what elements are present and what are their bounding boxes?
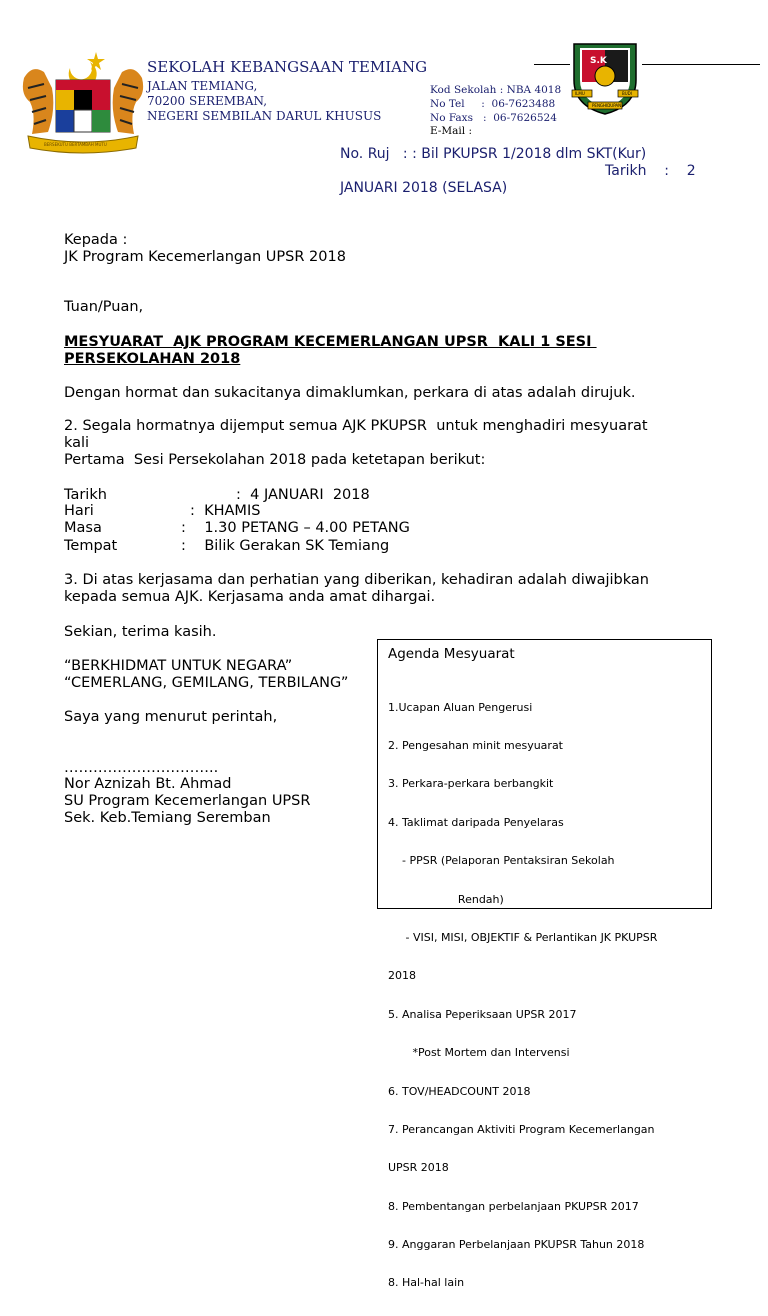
paragraph-2-line-1: 2. Segala hormatnya dijemput semua AJK PKUPSR untuk menghadiri mesyuarat: [64, 418, 648, 434]
agenda-item: UPSR 2018: [388, 1161, 449, 1175]
paragraph-2-line-3: Pertama Sesi Persekolahan 2018 pada ketetapan berikut:: [64, 452, 486, 468]
contact-kod-sekolah: Kod Sekolah : NBA 4018: [430, 84, 562, 96]
agenda-item: 5. Analisa Peperiksaan UPSR 2017: [388, 1007, 577, 1021]
detail-tarikh-value: : 4 JANUARI 2018: [236, 487, 370, 503]
agenda-item: - VISI, MISI, OBJEKTIF & Perlantikan JK PKUPSR: [388, 930, 658, 944]
detail-tempat-value: : Bilik Gerakan SK Temiang: [181, 538, 390, 554]
letter-title-line-2: PERSEKOLAHAN 2018: [64, 351, 241, 367]
signatory-position: SU Program Kecemerlangan UPSR: [64, 793, 311, 809]
paragraph-1: Dengan hormat dan sukacitanya dimaklumkan, perkara di atas adalah dirujuk.: [64, 385, 636, 401]
agenda-item: 7. Perancangan Aktiviti Program Kecemerlangan: [388, 1122, 655, 1136]
logo-label-sk: S.K: [590, 56, 607, 66]
closing-motto-2: “CEMERLANG, GEMILANG, TERBILANG”: [64, 675, 349, 691]
recipient-to: Kepada :: [64, 232, 128, 248]
paragraph-3-line-1: 3. Di atas kerjasama dan perhatian yang diberikan, kehadiran adalah diwajibkan: [64, 572, 649, 588]
agenda-item: 9. Anggaran Perbelanjaan PKUPSR Tahun 2018: [388, 1238, 645, 1252]
signatory-school: Sek. Keb.Temiang Seremban: [64, 810, 271, 826]
agenda-box: [377, 639, 712, 1290]
closing-motto-1: “BERKHIDMAT UNTUK NEGARA”: [64, 658, 293, 674]
closing-sign-off: Saya yang menurut perintah,: [64, 709, 278, 725]
contact-no-tel: No Tel : 06-7623488: [430, 98, 556, 110]
contact-no-faxs: No Faxs : 06-7626524: [430, 112, 557, 124]
detail-hari-label: Hari: [64, 503, 94, 519]
address-line-2: 70200 SEREMBAN,: [147, 94, 268, 108]
recipient-name: JK Program Kecemerlangan UPSR 2018: [64, 249, 346, 265]
agenda-item: 8. Hal-hal lain: [388, 1276, 465, 1290]
reference-tarikh: Tarikh : 2: [605, 163, 696, 179]
address-line-3: NEGERI SEMBILAN DARUL KHUSUS: [147, 109, 382, 123]
paragraph-2-line-2: kali: [64, 435, 90, 451]
detail-tarikh-label: Tarikh: [64, 487, 107, 503]
detail-masa-value: : 1.30 PETANG – 4.00 PETANG: [181, 520, 410, 536]
detail-hari-value: : KHAMIS: [190, 503, 261, 519]
address-line-1: JALAN TEMIANG,: [147, 79, 258, 93]
agenda-item: - PPSR (Pelaporan Pentaksiran Sekolah: [388, 854, 615, 868]
salutation: Tuan/Puan,: [64, 299, 144, 315]
paragraph-3-line-2: kepada semua AJK. Kerjasama anda amat dihargai.: [64, 589, 436, 605]
agenda-item: 8. Pembentangan perbelanjaan PKUPSR 2017: [388, 1199, 639, 1213]
reference-date: JANUARI 2018 (SELASA): [340, 180, 508, 196]
header-rule-left: [534, 64, 570, 65]
school-logo: [568, 40, 642, 116]
agenda-item: 2018: [388, 969, 416, 983]
detail-masa-label: Masa: [64, 520, 102, 536]
detail-tempat-label: Tempat: [64, 538, 118, 554]
closing-thanks: Sekian, terima kasih.: [64, 624, 217, 640]
reference-number: No. Ruj : : Bil PKUPSR 1/2018 dlm SKT(Kur): [340, 146, 647, 162]
signatory-name: Nor Aznizah Bt. Ahmad: [64, 776, 232, 792]
agenda-item: 6. TOV/HEADCOUNT 2018: [388, 1084, 531, 1098]
agenda-item: 3. Perkara-perkara berbangkit: [388, 777, 554, 791]
logo-label-penghidupan: PENGHIDUPAN: [592, 103, 622, 108]
agenda-item: Rendah): [388, 892, 504, 906]
agenda-item: 4. Taklimat daripada Penyelaras: [388, 815, 564, 829]
agenda-list: [388, 676, 657, 1316]
logo-label-ilmu: ILMU: [575, 91, 585, 96]
school-name: SEKOLAH KEBANGSAAN TEMIANG: [147, 58, 428, 76]
logo-label-budi: BUDI: [622, 91, 632, 96]
agenda-item: *Post Mortem dan Intervensi: [388, 1046, 570, 1060]
agenda-item: 1.Ucapan Aluan Pengerusi: [388, 700, 533, 714]
signature-dots: …………………………..: [64, 760, 219, 776]
contact-email: E-Mail :: [430, 125, 473, 137]
header-rule-right: [642, 64, 760, 65]
letter-title-line-1: MESYUARAT AJK PROGRAM KECEMERLANGAN UPSR KALI 1 SESI: [64, 334, 597, 350]
coat-of-arms-logo: [18, 48, 148, 154]
crest-motto: BERSEKUTU BERTAMBAH MUTU: [44, 142, 107, 147]
agenda-title: Agenda Mesyuarat: [388, 646, 515, 662]
agenda-item: 2. Pengesahan minit mesyuarat: [388, 738, 563, 752]
